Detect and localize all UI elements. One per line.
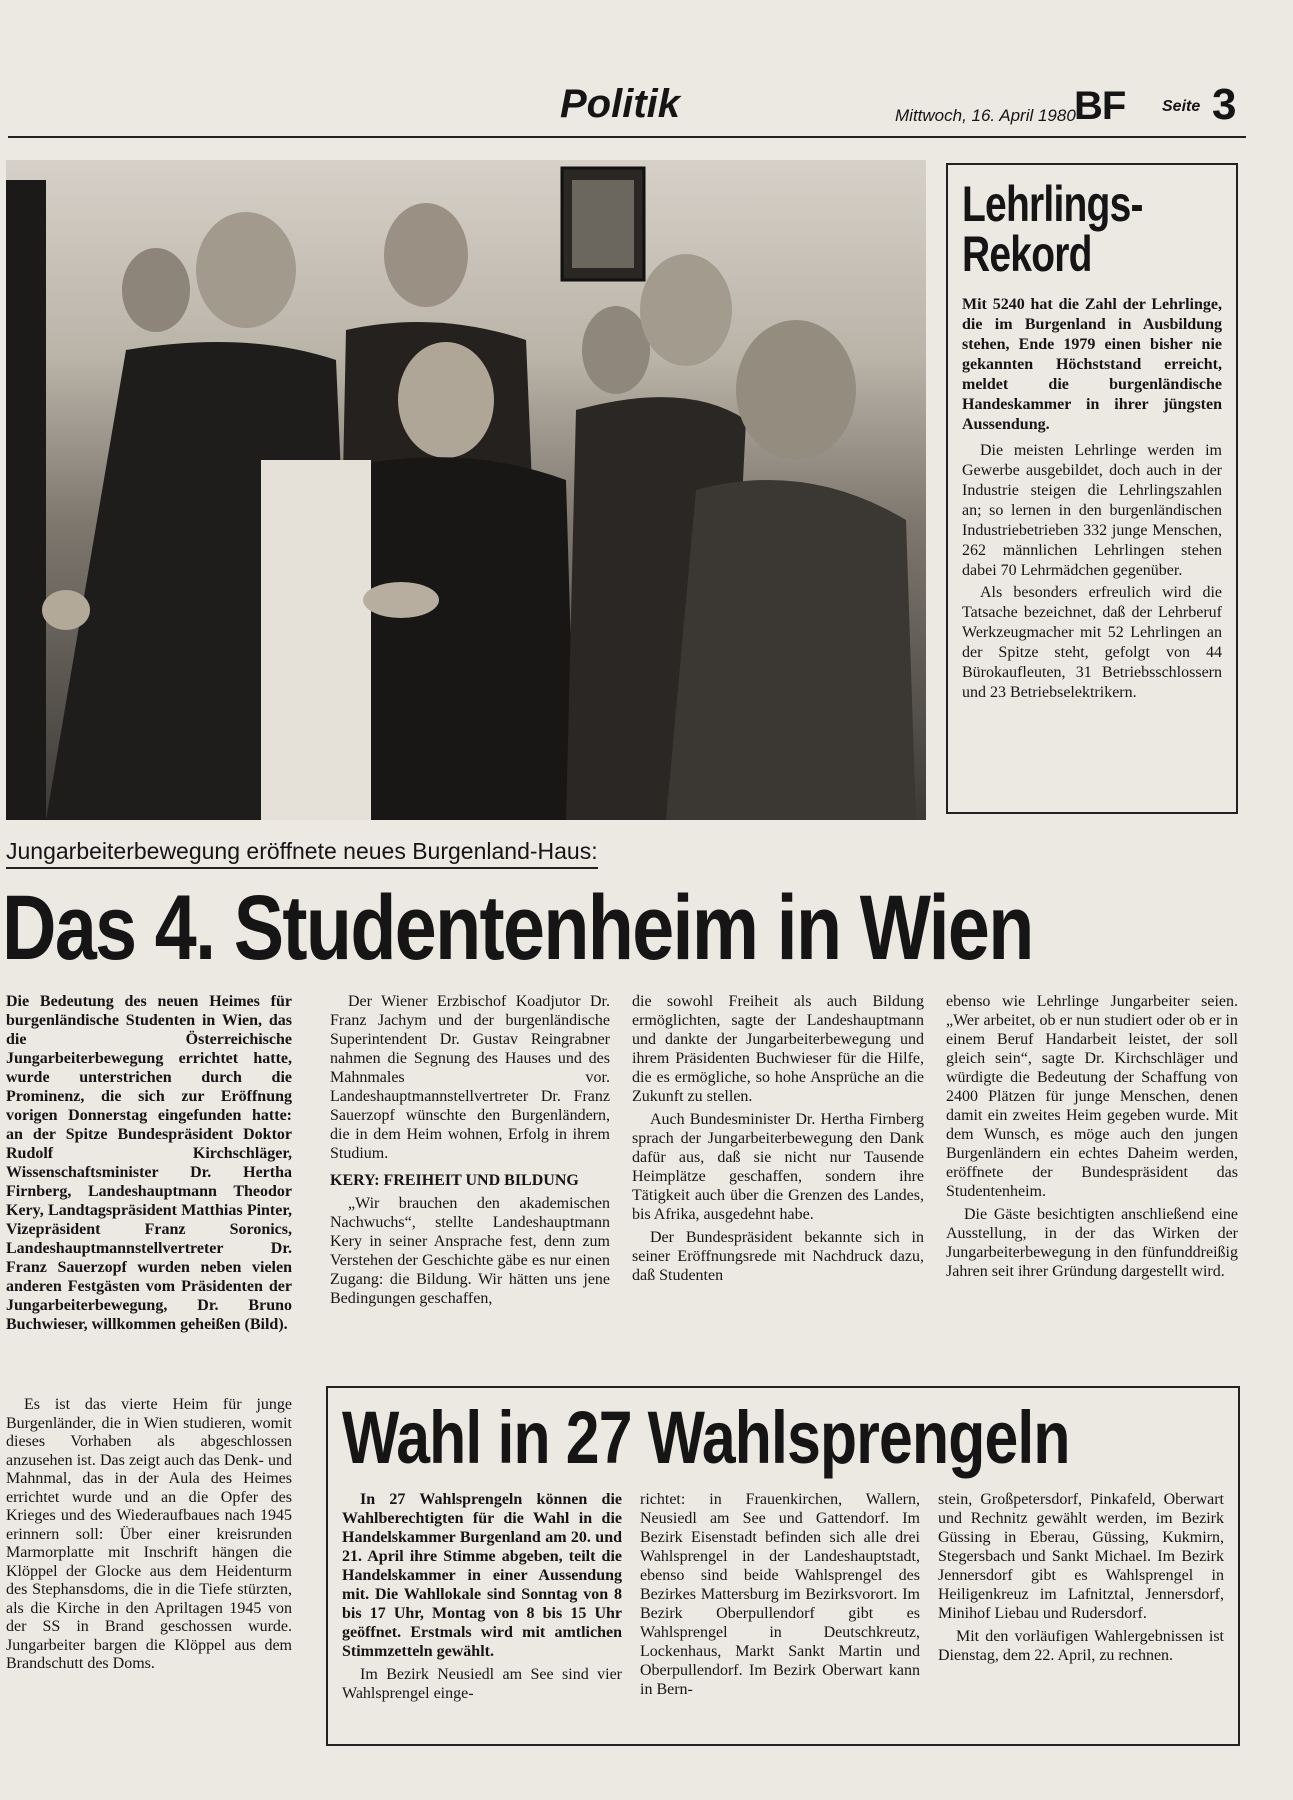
election-headline: Wahl in 27 Wahlsprengeln <box>342 1396 1070 1479</box>
article-column-1-continued <box>6 1396 292 1674</box>
sidebar-headline-line1: Lehrlings- <box>962 176 1143 232</box>
sidebar-paragraph: Als besonders erfreulich wird die Tatsache bezeichnet, daß der Lehrberuf Werkzeugmacher mit 52 Lehrlingen an der Spitze steht, gefolgt von 44 Bürokaufleuten, 31 Betriebsschlossern und 23 Betriebselektrikern. <box>962 584 1222 701</box>
election-article-box <box>326 1386 1240 1746</box>
article-column-1 <box>6 992 292 1334</box>
article-paragraph: „Wir brauchen den akademischen Nachwuchs“, stellte Landeshauptmann Kery in seiner Ansprache fest, denn zum Verstehen der Geschichte gäbe es nur einen Zugang: die Bildung. Wir hätten uns jene Bedingungen geschaffen, <box>330 1195 610 1307</box>
section-name: Politik <box>560 82 681 126</box>
article-paragraph: Der Bundespräsident bekannte sich in seiner Eröffnungsrede mit Nachdruck dazu, daß Studenten <box>632 1229 924 1284</box>
election-paragraph: stein, Großpetersdorf, Pinkafeld, Oberwart und Rechnitz gewählt werden, im Bezirk Güssing in Eberau, Güssing, Kukmirn, Stegersbach und Sankt Michael. Im Bezirk Jennersdorf gibt es Wahlsprengel in Heiligenkreuz im Lafnitztal, Jennersdorf, Minihof Liebau und Rudersdorf. <box>938 1491 1224 1622</box>
article-kicker: Jungarbeiterbewegung eröffnete neues Burgenland-Haus: <box>6 838 598 869</box>
photo-illustration <box>6 160 926 820</box>
page-number: 3 <box>1212 80 1237 129</box>
election-paragraph: Im Bezirk Neusiedl am See sind vier Wahlsprengel einge- <box>342 1666 622 1702</box>
article-column-3 <box>632 992 924 1285</box>
page-label: Seite <box>1162 98 1201 115</box>
election-column-2 <box>640 1490 920 1699</box>
election-paragraph: richtet: in Frauenkirchen, Wallern, Neusiedl am See und Gattendorf. Im Bezirk Eisenstadt befinden sich alle drei Wahlsprengel in der Landeshauptstadt, ebenso sind beide Wahlsprengel des Bezirkes Mattersburg im Bezirksvorort. Im Bezirk Oberpullendorf gibt es Wahlsprengel in Deutschkreutz, Lockenhaus, Markt Sankt Martin und Oberpullendorf. Im Bezirk Oberwart kann in Bern- <box>640 1491 920 1698</box>
article-paragraph: Die Gäste besichtigten anschließend eine Ausstellung, in der das Wirken der Jungarbeiterbewegung in den fünfunddreißig Jahren seit ihrer Gründung dargestellt wird. <box>946 1206 1238 1280</box>
article-lead: Die Bedeutung des neuen Heimes für burgenländische Studenten in Wien, das die Österreichische Jungarbeiterbewegung errichtet hatte, wurde unterstrichen durch die Prominenz, die sich zur Eröffnung vorigen Donnerstag eingefunden hatte: an der Spitze Bundespräsident Doktor Rudolf Kirchschläger, Wissenschaftsminister Dr. Hertha Firnberg, Landeshauptmann Theodor Kery, Landtagspräsident Matthias Pinter, Vizepräsident Franz Soronics, Landeshauptmannstellvertreter Dr. Franz Sauerzopf wurden neben vielen anderen Festgästen vom Präsidenten der Jungarbeiterbewegung, Dr. Bruno Buchwieser, willkommen geheißen (Bild). <box>6 993 292 1333</box>
paper-logo: BF <box>1074 84 1126 128</box>
article-paragraph: Auch Bundesminister Dr. Hertha Firnberg sprach der Jungarbeiterbewegung den Dank dafür aus, daß sie nicht nur Tausende Heimplätze geschaffen, sondern ihre Tätigkeit auch über die Grenzen des Landes, bis Afrika, ausgedehnt habe. <box>632 1111 924 1223</box>
article-paragraph: Es ist das vierte Heim für junge Burgenländer, die in Wien studieren, womit dieses Vorhaben als abgeschlossen anzusehen ist. Das zeigt auch das Denk- und Mahnmal, das in der Aula des Heimes errichtet wurde und an die Opfer des Krieges und des Wiederaufbaues nach 1945 erinnern soll: Über einer kreisrunden Marmorplatte mit Inschrift hängen die Klöppel der Glocke aus dem Heidenturm des Stephansdoms, die in die Tiefe stürzten, als die Kirche in den Apriltagen 1945 von der SS in Brand geschossen wurde. Jungarbeiter bargen die Klöppel aus dem Brandschutt des Doms. <box>6 1396 292 1672</box>
election-lead: In 27 Wahlsprengeln können die Wahlberechtigten für die Wahl in die Handelskammer Burgenland am 20. und 21. April ihre Stimme abgeben, teilt die Handelskammer in einer Aussendung mit. Die Wahllokale sind Sonntag von 8 bis 17 Uhr, Montag von 8 bis 15 Uhr geöffnet. Erstmals wird mit amtlichen Stimmzetteln gewählt. <box>342 1491 622 1660</box>
election-paragraph: Mit den vorläufigen Wahlergebnissen ist Dienstag, dem 22. April, zu rechnen. <box>938 1628 1224 1664</box>
sidebar-box <box>946 163 1238 814</box>
sidebar-headline <box>962 176 1219 282</box>
masthead-rule <box>8 136 1246 138</box>
issue-date: Mittwoch, 16. April 1980 <box>895 106 1076 125</box>
article-column-2 <box>330 992 610 1308</box>
article-paragraph: die sowohl Freiheit als auch Bildung ermöglichten, sagte der Landeshauptmann und dankte der Jungarbeiterbewegung und ihrem Präsidenten Buchwieser für die Hilfe, die es ermögliche, so hohe Ansprüche an die Zukunft zu stellen. <box>632 993 924 1105</box>
sidebar-headline-line2: Rekord <box>962 226 1092 282</box>
article-paragraph: Der Wiener Erzbischof Koadjutor Dr. Franz Jachym und der burgenländische Superintendent Dr. Gustav Reingrabner nahmen die Segnung des Hauses und des Mahnmales vor. Landeshauptmannstellvertreter Dr. Franz Sauerzopf wünschte den Burgenländern, die in dem Heim wohnen, Erfolg in ihrem Studium. <box>330 993 610 1162</box>
article-photo <box>6 160 926 820</box>
article-paragraph: ebenso wie Lehrlinge Jungarbeiter seien. „Wer arbeitet, ob er nun studiert oder ob er in einem Beruf Handarbeit leistet, der soll gleich sein“, sagte Dr. Kirchschläger und würdigte die Bedeutung der Schaffung von 2400 Plätzen für junge Menschen, denen damit ein zweites Heim gegeben wurde. Mit dem Wunsch, es möge auch den jungen Burgenländern ein echtes Daheim werden, eröffnete der Bundespräsident das Studentenheim. <box>946 993 1238 1200</box>
sidebar-lead: Mit 5240 hat die Zahl der Lehrlinge, die im Burgenland in Ausbildung stehen, Ende 1979 einen bisher nie gekannten Höchststand erreicht, meldet die burgenländische Handeskammer in ihrer jüngsten Aussendung. <box>962 296 1222 433</box>
article-subhead: KERY: FREIHEIT UND BILDUNG <box>330 1172 579 1189</box>
masthead <box>0 70 1250 142</box>
election-column-3 <box>938 1490 1224 1665</box>
election-column-1 <box>342 1490 622 1703</box>
main-headline: Das 4. Studentenheim in Wien <box>2 877 1033 979</box>
sidebar-paragraph: Die meisten Lehrlinge werden im Gewerbe ausgebildet, doch auch in der Industrie steigen die Lehrlingszahlen an; so lernen in den burgenländischen Industriebetrieben 332 junge Menschen, 262 männlichen Lehrlingen stehen dabei 70 Lehrmädchen gegenüber. <box>962 442 1222 579</box>
article-column-4 <box>946 992 1238 1281</box>
